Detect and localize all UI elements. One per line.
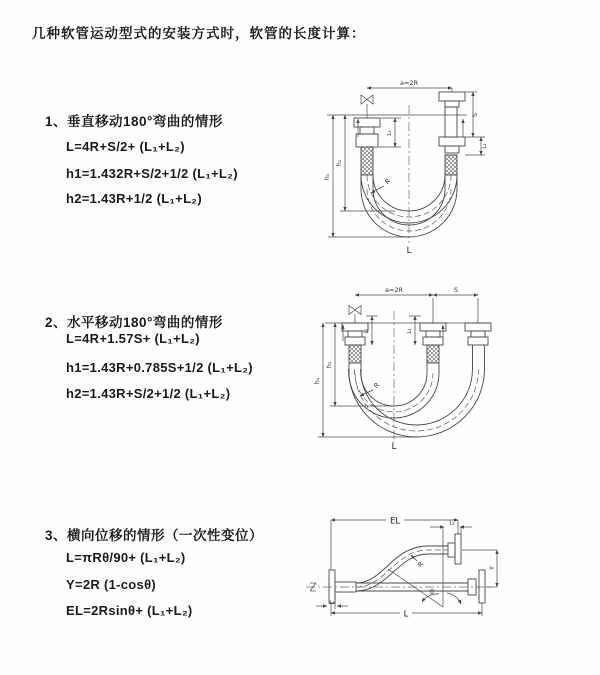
diagram-lateral-displacement <box>300 507 505 622</box>
d1-right-pipe-fitting <box>439 92 465 175</box>
d2-valve-icon <box>349 306 361 324</box>
d1-label-L1: L₁ <box>387 130 393 136</box>
d2-label-L2: L₂ <box>407 328 413 334</box>
diagram-vertical-move-180 <box>315 75 595 267</box>
section3-heading: 3、横向位移的情形（一次性变位） <box>45 528 264 543</box>
d2-label-h2: h₂ <box>325 361 333 369</box>
d1-dimension-S <box>465 92 485 137</box>
d2-hose-u-bends <box>349 345 485 437</box>
d3-dimension-Y <box>462 550 497 587</box>
section1-heading: 1、垂直移动180°弯曲的情形 <box>45 114 223 129</box>
d1-label-h1: h₁ <box>323 173 331 181</box>
d2-label-L1: L₁ <box>364 328 370 334</box>
section2-formula-L: L=4R+1.57S+ (L₁+L₂) <box>66 331 200 346</box>
d3-label-L: L <box>403 609 409 620</box>
d2-label-h1: h₁ <box>313 377 321 385</box>
d3-label-L1: L₁ <box>329 600 335 606</box>
d3-label-theta: θ <box>430 588 434 596</box>
d3-label-Y: Y <box>488 566 496 570</box>
d2-dimension-h1 <box>313 323 416 437</box>
d2-dimension-h2 <box>325 323 394 406</box>
d1-label-h2: h₂ <box>335 159 343 167</box>
d3-dimension-L1 <box>316 594 348 609</box>
section2-formula-h1: h1=1.43R+0.785S+1/2 (L₁+L₂) <box>66 360 253 375</box>
d1-left-pipe-fitting <box>354 118 380 175</box>
d2-label-R: R <box>372 380 382 390</box>
d3-dimension-EL <box>331 517 458 571</box>
section2-formula-h2: h2=1.43R+S/2+1/2 (L₁+L₂) <box>66 386 231 401</box>
d2-label-S: S <box>453 286 459 294</box>
diagram-horizontal-move-180 <box>310 283 600 463</box>
section1-formula-L: L=4R+S/2+ (L₁+L₂) <box>66 139 185 154</box>
d1-label-a2r: a=2R <box>399 79 419 87</box>
section1-formula-h1: h1=1.432R+S/2+1/2 (L₁+L₂) <box>66 166 238 181</box>
d3-centerline <box>306 583 490 591</box>
d3-label-EL: EL <box>389 516 401 527</box>
d2-radius-callout <box>360 381 381 396</box>
d2-dimension-L2 <box>407 316 421 345</box>
d2-label-L: L <box>391 442 397 452</box>
d1-label-S: S <box>471 112 479 118</box>
d2-label-a2r: a=2R <box>384 286 404 294</box>
section3-formula-L: L=πRθ/90+ (L₁+L₂) <box>66 550 186 565</box>
d3-s-curve-hose <box>356 534 461 591</box>
d1-valve-icon <box>361 95 373 118</box>
d1-dimension-top <box>367 79 452 92</box>
section2-heading: 2、水平移动180°弯曲的情形 <box>45 315 223 330</box>
section3-formula-EL: EL=2Rsinθ+ (L₁+L₂) <box>66 603 193 618</box>
d2-middle-pipe-fitting <box>420 323 446 363</box>
page-title: 几种软管运动型式的安装方式时，软管的长度计算： <box>32 26 366 41</box>
d3-label-L2: L₂ <box>449 520 455 527</box>
section3-formula-Y: Y=2R (1-cosθ) <box>66 577 157 592</box>
d1-dimension-h1 <box>323 115 409 237</box>
d1-label-R: R <box>383 176 393 186</box>
d1-dimension-L1 <box>379 118 401 147</box>
d3-radius-callout <box>411 555 425 569</box>
d3-label-R: R <box>416 559 426 569</box>
d1-label-L: L <box>406 246 412 256</box>
d1-label-L2: L₂ <box>482 143 488 149</box>
d3-dimension-L2 <box>430 521 472 535</box>
d1-dimension-L2 <box>465 137 488 155</box>
d2-right-pipe-fitting <box>465 323 491 345</box>
d3-left-flange <box>329 570 356 603</box>
section1-formula-h2: h2=1.43R+1/2 (L₁+L₂) <box>66 191 203 206</box>
d3-straight-pipe-original <box>356 570 485 603</box>
d2-dimension-L1 <box>364 316 378 345</box>
d3-dimension-L <box>331 603 482 620</box>
d2-dimension-top <box>355 286 478 323</box>
